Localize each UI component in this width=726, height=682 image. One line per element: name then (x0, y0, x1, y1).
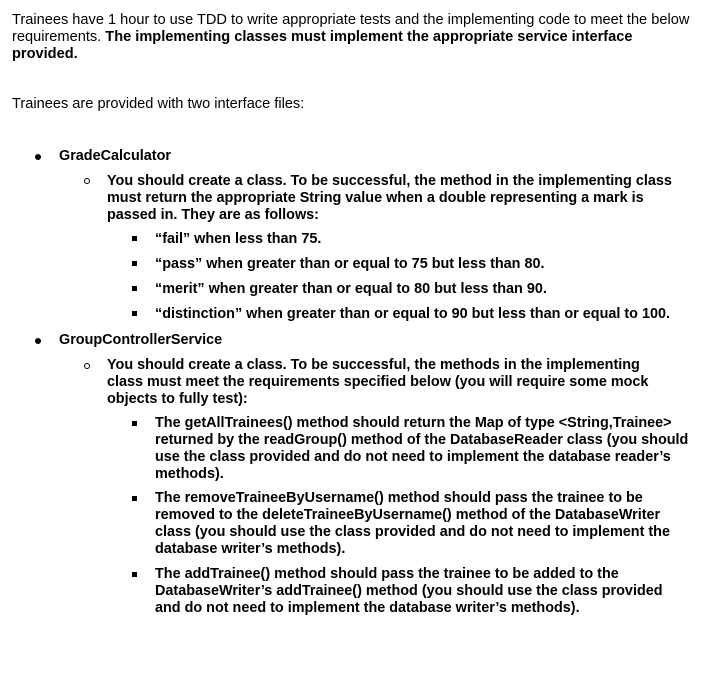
requirement-item: The addTrainee() method should pass the trainee to be added to the DatabaseWriter’s addTrainee() method (you should use the class provided and do not need to implement the database writer’s methods). (155, 566, 663, 616)
gradecalculator-description: You should create a class. To be successful, the method in the implementing class must return the appropriate String value when a double representing a mark is passed in. They are as follows: (107, 173, 672, 223)
intro-bold-text: The implementing classes must implement the appropriate service interface provided. (12, 29, 633, 62)
list-bullet (132, 311, 137, 316)
list-bullet (132, 421, 137, 426)
groupcontroller-description: You should create a class. To be successful, the methods in the implementing class must meet the requirements specified below (you will require some mock objects to fully test): (107, 357, 649, 407)
list-bullet (132, 236, 137, 241)
list-bullet (132, 572, 137, 577)
grade-item: “fail” when less than 75. (155, 231, 322, 247)
sub-bullet (84, 178, 90, 184)
grade-item: “pass” when greater than or equal to 75 but less than 80. (155, 256, 545, 272)
list-bullet (132, 286, 137, 291)
sub-bullet (84, 363, 90, 369)
intro-paragraph (12, 12, 692, 63)
section-title-gradecalculator: GradeCalculator (59, 148, 171, 164)
requirement-item: The removeTraineeByUsername() method should pass the trainee to be removed to the deleteTraineeByUsername() method of the DatabaseWriter class (you should use the class provided and do not need to implement the database writer’s methods). (155, 490, 670, 557)
grade-item: “distinction” when greater than or equal to 90 but less than or equal to 100. (155, 306, 670, 322)
list-bullet (132, 261, 137, 266)
provided-text: Trainees are provided with two interface files: (12, 96, 305, 112)
grade-item: “merit” when greater than or equal to 80 but less than 90. (155, 281, 547, 297)
requirement-item: The getAllTrainees() method should return the Map of type <String,Trainee> returned by the readGroup() method of the DatabaseReader class (you should use the class provided and do not need to implement the database reader’s methods). (155, 415, 689, 482)
section-bullet (35, 154, 41, 160)
section-bullet (35, 338, 41, 344)
list-bullet (132, 496, 137, 501)
intro-plain-text: Trainees have 1 hour to use TDD to write appropriate tests and the implementing code to meet the below requirements. (12, 12, 690, 45)
section-title-groupcontrollerservice: GroupControllerService (59, 332, 223, 348)
